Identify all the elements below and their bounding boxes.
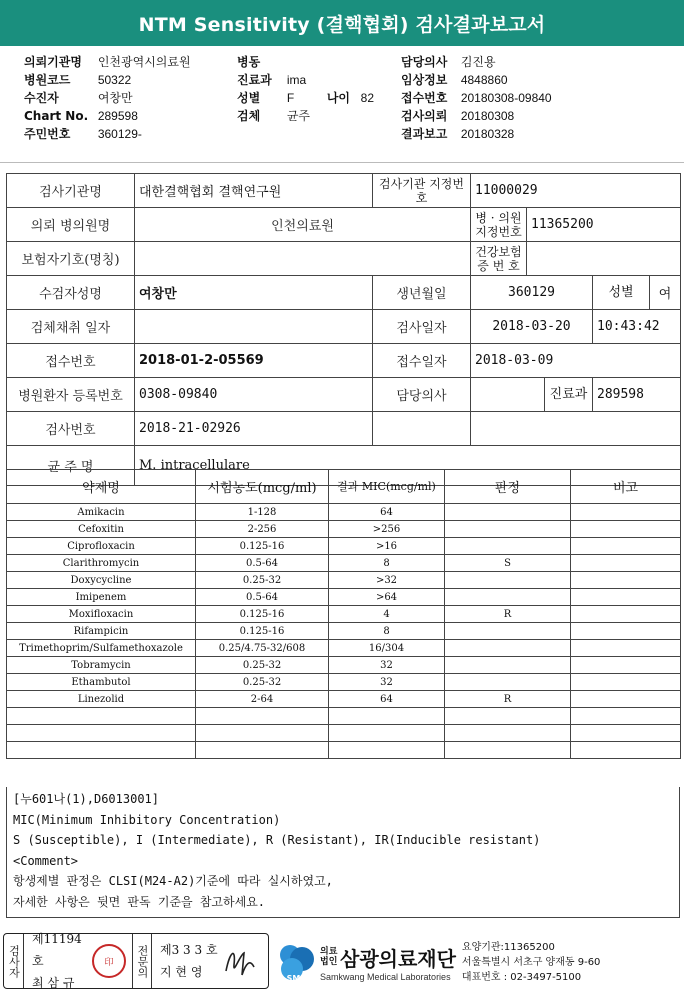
org-phone: 대표번호 : 02-3497-5100 (461, 971, 582, 983)
strain-label: 균 주 명 (7, 446, 135, 486)
drug-name-cell: Tobramycin (7, 657, 196, 674)
drug-table-header (7, 470, 681, 504)
org-english-name: Samkwang Medical Laboratories (320, 971, 451, 982)
strain-value: M. intracellulare (135, 446, 681, 486)
drug-row (7, 708, 681, 725)
drug-row (7, 725, 681, 742)
drug-name-cell: Trimethoprim/Sulfamethoxazole (7, 640, 196, 657)
organization-block (276, 935, 681, 989)
comment-line: [누601나(1),D6013001] (13, 792, 160, 806)
info-dept-label: 진료과 (544, 378, 592, 411)
mic-cell: 8 (329, 555, 445, 572)
resident-no-value: 360129- (97, 127, 142, 141)
health-insurance-label: 건강보험 증 번 호 (471, 242, 527, 276)
note-cell (571, 640, 681, 657)
note-cell (571, 623, 681, 640)
test-range-cell: 2-64 (196, 691, 329, 708)
drug-name-cell: Amikacin (7, 504, 196, 521)
test-range-cell (196, 725, 329, 742)
test-range-cell: 0.125-16 (196, 623, 329, 640)
col-note: 비고 (571, 470, 681, 504)
test-no-label: 검사번호 (7, 412, 135, 446)
test-range-cell: 0.25/4.75-32/608 (196, 640, 329, 657)
collection-date-value (135, 310, 373, 344)
examinee-name-label: 수검자성명 (7, 276, 135, 310)
clinical-info-label: 임상정보 (401, 73, 448, 87)
accession-label: 접수번호 (401, 91, 448, 105)
drug-name-cell: Moxifloxacin (7, 606, 196, 623)
drug-row (7, 657, 681, 674)
doctor-label: 담당의사 (401, 55, 448, 69)
judgement-cell (445, 589, 571, 606)
header-col2 (237, 53, 374, 125)
note-cell (571, 555, 681, 572)
drug-name-cell (7, 742, 196, 759)
mic-cell: 64 (329, 691, 445, 708)
note-cell (571, 725, 681, 742)
drug-sensitivity-table (6, 469, 681, 759)
drug-name-cell: Imipenem (7, 589, 196, 606)
comment-line: S (Susceptible), I (Intermediate), R (Resistant), IR(Inducible resistant) (13, 833, 541, 847)
drug-name-cell (7, 725, 196, 742)
birth-value: 360129 (471, 276, 593, 310)
hospital-value: 인천광역시의료원 (97, 55, 191, 69)
signature-box (3, 933, 269, 989)
mic-cell: >32 (329, 572, 445, 589)
lab-label: 검사기관명 (7, 174, 135, 208)
tester-license: 제11194호 (32, 932, 82, 968)
comment-line: 항생제별 판정은 CLSI(M24-A2)기준에 따라 실시하였고, (13, 874, 333, 888)
tester-label: 검사자 (4, 934, 24, 988)
drug-name-cell: Linezolid (7, 691, 196, 708)
drug-row (7, 674, 681, 691)
judgement-cell (445, 657, 571, 674)
test-range-cell: 0.5-64 (196, 555, 329, 572)
drug-name-cell (7, 708, 196, 725)
test-date-label: 검사일자 (373, 310, 471, 344)
attending-doctor-label: 담당의사 (373, 378, 471, 412)
receipt-date-label: 접수일자 (373, 344, 471, 378)
comment-box (6, 787, 680, 918)
note-cell (571, 691, 681, 708)
chart-no-label: Chart No. (24, 109, 89, 123)
sml-logo-icon (276, 939, 316, 985)
report-date-value: 20180328 (460, 127, 515, 141)
drug-row (7, 640, 681, 657)
test-range-cell: 1-128 (196, 504, 329, 521)
mic-cell: 16/304 (329, 640, 445, 657)
clinical-info-value: 4848860 (460, 73, 508, 87)
note-cell (571, 572, 681, 589)
judgement-cell (445, 708, 571, 725)
judgement-cell (445, 640, 571, 657)
dept-value: ima (286, 73, 307, 87)
test-date-value: 2018-03-20 (471, 310, 593, 344)
col-mic: 결과 MIC(mcg/ml) (329, 470, 445, 504)
comment-line: MIC(Minimum Inhibitory Concentration) (13, 812, 281, 827)
examinee-sex-label: 성별 (593, 276, 650, 309)
insured-value (135, 242, 471, 276)
lab-value: 대한결핵협회 결핵연구원 (135, 174, 373, 208)
note-cell (571, 521, 681, 538)
judgement-cell: S (445, 555, 571, 572)
insured-label: 보험자기호(명칭) (7, 242, 135, 276)
accession-value: 20180308-09840 (460, 91, 552, 105)
receipt-no-value: 2018-01-2-05569 (135, 344, 373, 378)
chart-no-value: 289598 (97, 109, 138, 123)
org-name: 삼광의료재단 (340, 946, 456, 971)
mic-cell (329, 742, 445, 759)
mic-cell: 32 (329, 674, 445, 691)
judgement-cell (445, 725, 571, 742)
birth-label: 생년월일 (373, 276, 471, 310)
examinee-name-value: 여창만 (135, 276, 373, 310)
req-hospital-value: 인천의료원 (135, 208, 471, 242)
examinee-sex-value: 여 (658, 287, 672, 302)
judgement-cell (445, 504, 571, 521)
note-cell (571, 504, 681, 521)
col-drug-name: 약제명 (7, 470, 196, 504)
patient-reg-label: 병원환자 등록번호 (7, 378, 135, 412)
note-cell (571, 538, 681, 555)
hospital-label: 의뢰기관명 (24, 55, 82, 69)
hospital-code-label: 병원코드 (24, 73, 71, 87)
note-cell (571, 606, 681, 623)
note-cell (571, 589, 681, 606)
test-range-cell: 0.25-32 (196, 657, 329, 674)
comment-line: 자세한 사항은 뒷면 판독 기준을 참고하세요. (13, 894, 266, 909)
drug-name-cell: Doxycycline (7, 572, 196, 589)
test-range-cell: 0.5-64 (196, 589, 329, 606)
receipt-date-value: 2018-03-09 (471, 344, 681, 378)
org-code: 요양기관:11365200 (461, 941, 555, 953)
mic-cell: 4 (329, 606, 445, 623)
test-range-cell (196, 742, 329, 759)
report-date-label: 결과보고 (401, 127, 448, 141)
sex-label: 성별 (237, 91, 261, 105)
info-dept-value: 289598 (593, 378, 681, 412)
note-cell (571, 657, 681, 674)
patient-value: 여창만 (97, 91, 133, 105)
age-value: 82 (360, 91, 375, 105)
lab-code-value: 11000029 (471, 174, 681, 208)
ward-label: 병동 (237, 55, 261, 69)
dept-label: 진료과 (237, 73, 272, 87)
test-range-cell: 2-256 (196, 521, 329, 538)
test-range-cell: 0.125-16 (196, 538, 329, 555)
comment-line: <Comment> (13, 853, 79, 868)
tester-name: 최 삼 규 (32, 976, 75, 990)
col-test-range: 시험농도(mcg/ml) (196, 470, 329, 504)
drug-name-cell: Cefoxitin (7, 521, 196, 538)
report-title: NTM Sensitivity (결핵협회) 검사결과보고서 (0, 0, 684, 46)
judgement-cell (445, 623, 571, 640)
drug-name-cell: Ciprofloxacin (7, 538, 196, 555)
header-col1 (24, 53, 191, 143)
sex-value: F (286, 91, 295, 105)
health-insurance-value (527, 242, 681, 276)
judgement-cell (445, 572, 571, 589)
doctor-value: 김진용 (460, 55, 496, 69)
drug-name-cell: Rifampicin (7, 623, 196, 640)
seal-stamp: 印 (92, 944, 126, 978)
judgement-cell: R (445, 691, 571, 708)
judgement-cell (445, 538, 571, 555)
test-range-cell: 0.25-32 (196, 572, 329, 589)
age-label: 나이 (326, 91, 351, 105)
signature-scribble (222, 941, 258, 981)
receipt-no-label: 접수번호 (7, 344, 135, 378)
test-range-cell: 0.125-16 (196, 606, 329, 623)
test-no-value: 2018-21-02926 (135, 412, 373, 446)
mic-cell (329, 708, 445, 725)
col-judgement: 판정 (445, 470, 571, 504)
judgement-cell (445, 742, 571, 759)
mic-cell: >16 (329, 538, 445, 555)
judgement-cell: R (445, 606, 571, 623)
drug-row (7, 742, 681, 759)
specimen-value: 균주 (286, 109, 311, 123)
request-date-label: 검사의뢰 (401, 109, 448, 123)
patient-reg-value: 0308-09840 (135, 378, 373, 412)
req-hospital-code-value: 11365200 (527, 208, 681, 242)
resident-no-label: 주민번호 (24, 127, 71, 141)
mic-cell: 64 (329, 504, 445, 521)
test-time-value: 10:43:42 (593, 310, 681, 344)
drug-name-cell: Clarithromycin (7, 555, 196, 572)
note-cell (571, 674, 681, 691)
req-hospital-code-label: 병 · 의원 지정번호 (471, 208, 527, 242)
judgement-cell (445, 521, 571, 538)
svg-text:SML: SML (286, 974, 306, 983)
mic-cell (329, 725, 445, 742)
mic-cell: >64 (329, 589, 445, 606)
patient-label: 수진자 (24, 91, 59, 105)
drug-row (7, 589, 681, 606)
drug-row (7, 623, 681, 640)
drug-row (7, 504, 681, 521)
org-prefix: 의료 법인 (320, 947, 338, 967)
drug-row (7, 691, 681, 708)
hospital-code-value: 50322 (97, 73, 132, 87)
specialist-label: 전문의 (132, 934, 152, 988)
lab-code-label: 검사기관 지정번호 (373, 174, 471, 208)
specimen-info-table (6, 173, 681, 486)
collection-date-label: 검체채취 일자 (7, 310, 135, 344)
note-cell (571, 708, 681, 725)
judgement-cell (445, 674, 571, 691)
mic-cell: 8 (329, 623, 445, 640)
drug-row (7, 572, 681, 589)
test-range-cell: 0.25-32 (196, 674, 329, 691)
mic-cell: >256 (329, 521, 445, 538)
request-date-value: 20180308 (460, 109, 515, 123)
drug-row (7, 521, 681, 538)
header-divider (0, 162, 684, 163)
specimen-label: 검체 (237, 109, 261, 123)
drug-name-cell: Ethambutol (7, 674, 196, 691)
specialist-name: 지 현 영 (160, 965, 203, 979)
test-range-cell (196, 708, 329, 725)
drug-row (7, 555, 681, 572)
drug-row (7, 538, 681, 555)
org-address: 서울특별시 서초구 양재동 9-60 (461, 956, 601, 968)
note-cell (571, 742, 681, 759)
drug-row (7, 606, 681, 623)
specialist-license: 제3 3 3 호 (160, 943, 218, 957)
req-hospital-label: 의뢰 병의원명 (7, 208, 135, 242)
mic-cell: 32 (329, 657, 445, 674)
header-col3 (401, 53, 552, 143)
